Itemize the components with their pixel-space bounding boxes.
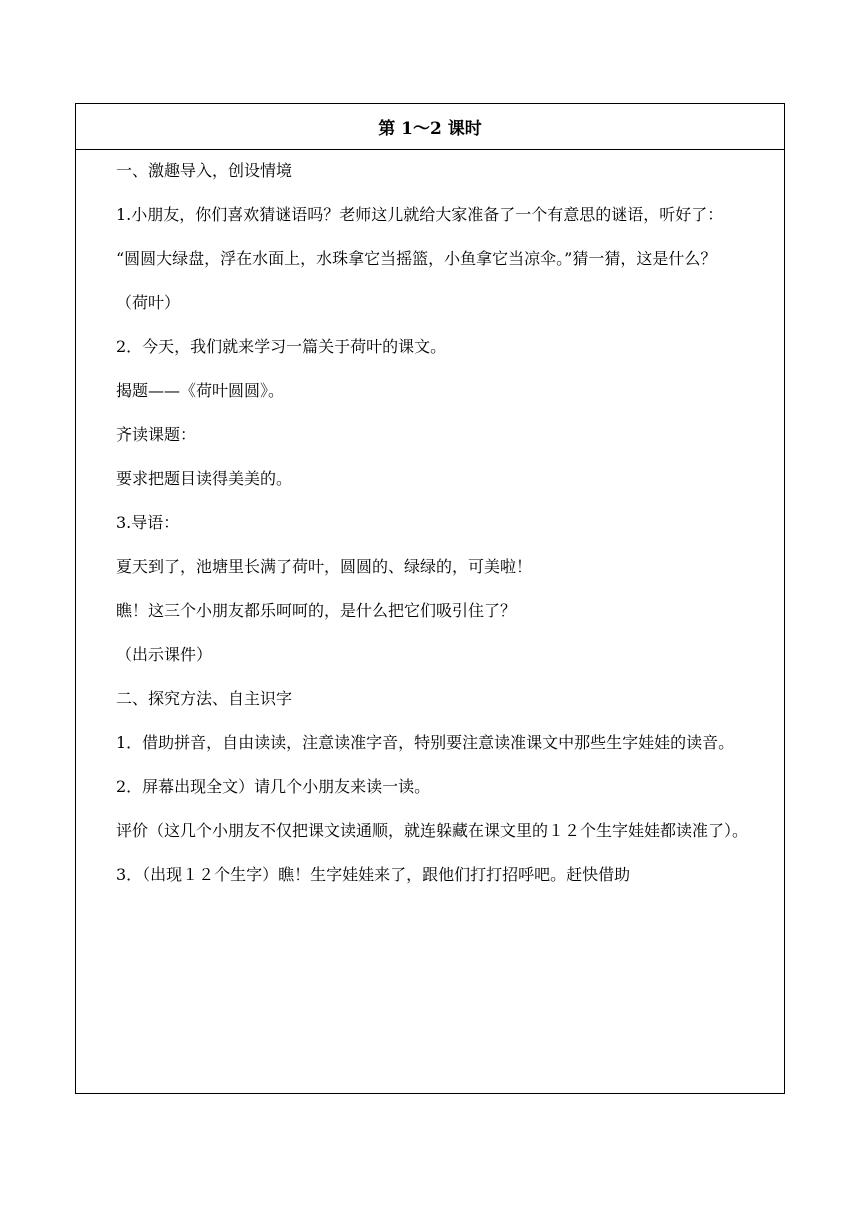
paragraph: （荷叶） [116,293,181,312]
paragraph: （出示课件） [116,645,213,664]
paragraph: 要求把题目读得美美的。 [116,469,293,488]
lesson-title: 第 1～2 课时 [76,104,784,150]
paragraph: 揭题——《荷叶圆圆》。 [116,381,285,400]
paragraph: “圆圆大绿盘，浮在水面上，水珠拿它当摇篮，小鱼拿它当凉伞。”猜一猜，这是什么？ [116,249,717,268]
paragraph: 2．屏幕出现全文）请几个小朋友来读一读。 [116,777,431,796]
paragraph: 瞧！这三个小朋友都乐呵呵的，是什么把它们吸引住了？ [116,601,517,620]
section-heading: 一、激趣导入，创设情境 [116,161,293,180]
paragraph: 齐读课题： [116,425,197,444]
lesson-content [76,150,784,891]
paragraph: 评价（这几个小朋友不仅把课文读通顺，就连躲藏在课文里的１２个生字娃娃都读准了）。 [116,821,749,840]
paragraph: 1．借助拼音，自由读读，注意读准字音，特别要注意读准课文中那些生字娃娃的读音。 [116,733,735,752]
paragraph: 3．（出现１２个生字）瞧！生字娃娃来了，跟他们打打招呼吧。赶快借助 [116,865,631,884]
lesson-plan-table [75,103,785,1094]
section-heading: 二、探究方法、自主识字 [116,689,293,708]
paragraph: 3.导语： [116,513,180,532]
paragraph: 1.小朋友，你们喜欢猜谜语吗？老师这儿就给大家准备了一个有意思的谜语，听好了： [116,205,724,224]
paragraph: 夏天到了，池塘里长满了荷叶，圆圆的、绿绿的，可美啦！ [116,557,533,576]
paragraph: 2．今天，我们就来学习一篇关于荷叶的课文。 [116,337,447,356]
